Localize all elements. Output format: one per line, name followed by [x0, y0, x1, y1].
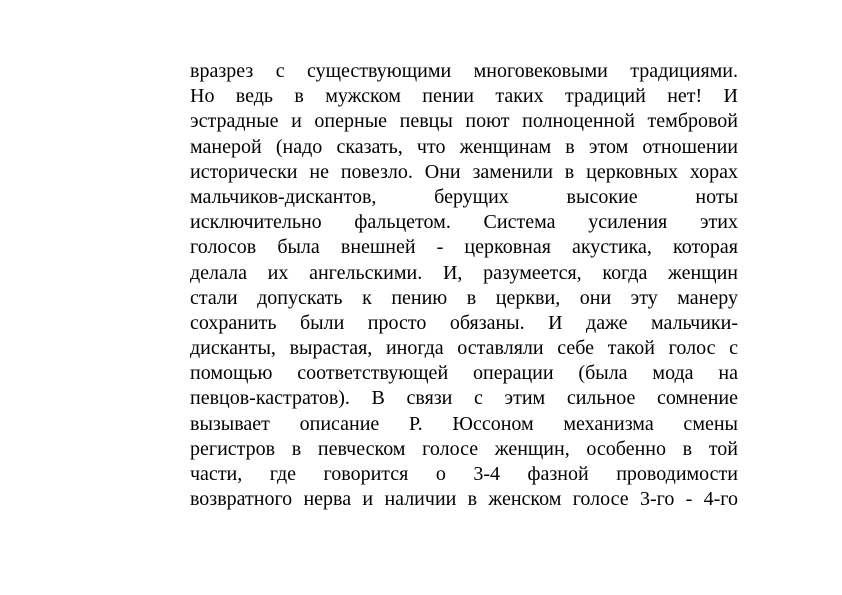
text-line: вызывает описание Р. Юссоном механизма смены	[190, 412, 738, 435]
text-line: эстрадные и оперные певцы поют полноценной тембровой	[190, 110, 738, 133]
text-line: манерой (надо сказать, что женщинам в этом отношении	[190, 135, 738, 158]
text-line: дисканты, вырастая, иногда оставляли себе такой голос с	[190, 337, 738, 360]
text-line: части, где говорится о 3-4 фазной проводимости	[190, 463, 738, 485]
text-line: вразрез с существующими многовековыми традициями.	[190, 60, 738, 82]
text-line: сохранить были просто обязаны. И даже мальчики-	[190, 311, 738, 334]
text-line: Но ведь в мужском пении таких традиций нет! И	[190, 85, 738, 108]
text-line: регистров в певческом голосе женщин, особенно в той	[190, 437, 738, 460]
text-line: исключительно фальцетом. Система усиления этих	[190, 211, 738, 234]
text-line: голосов была внешней - церковная акустика, которая	[190, 236, 738, 259]
text-line: возвратного нерва и наличии в женском голосе 3-го - 4-го	[190, 488, 738, 511]
text-line: стали допускать к пению в церкви, они эту манеру	[190, 286, 738, 309]
text-line: делала их ангельскими. И, разумеется, когда женщин	[190, 261, 738, 284]
text-line: помощью соответствующей операции (была мода на	[190, 362, 738, 385]
text-line: певцов-кастратов). В связи с этим сильное сомнение	[190, 387, 738, 410]
text-line: исторически не повезло. Они заменили в церковных хорах	[190, 160, 738, 183]
body-text	[190, 59, 738, 512]
text-line: мальчиков-дискантов, берущих высокие ноты	[190, 185, 738, 208]
